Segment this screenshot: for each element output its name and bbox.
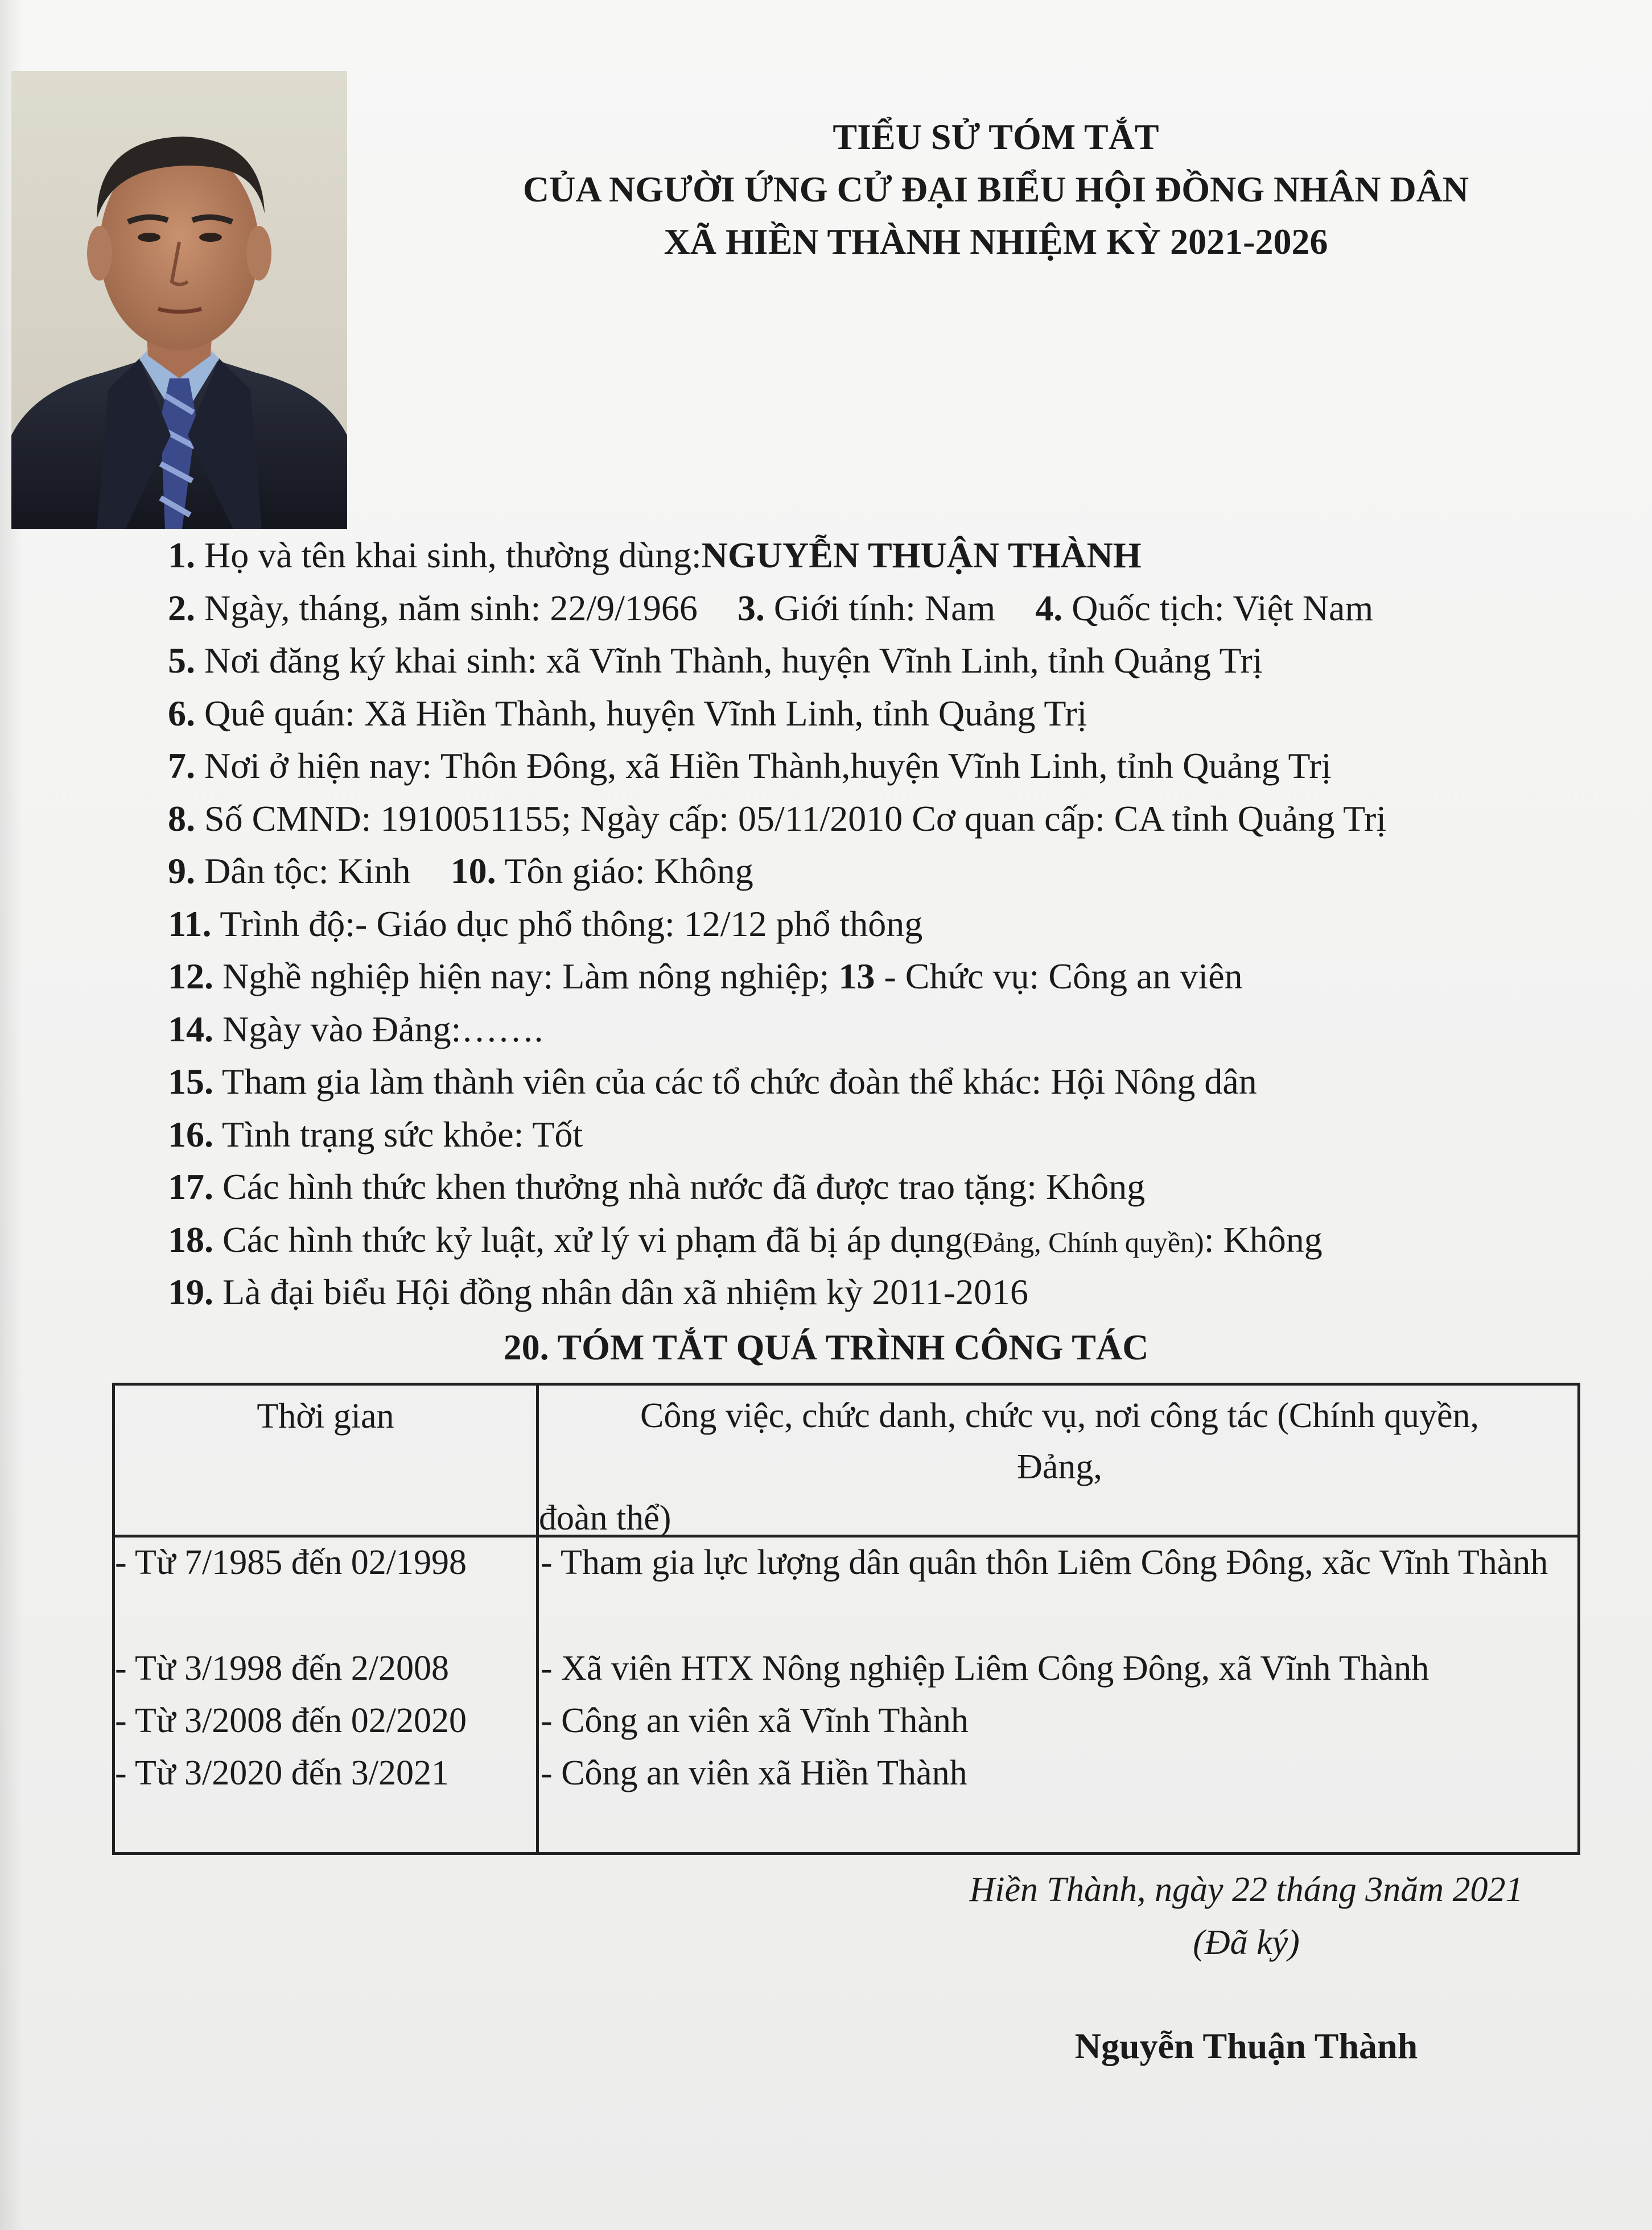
religion: Tôn giáo: Không — [504, 851, 753, 891]
item-16 — [168, 1108, 1625, 1161]
item-11 — [168, 898, 1625, 951]
ethnicity: Dân tộc: Kinh — [204, 851, 411, 891]
item-number: 11. — [168, 903, 212, 944]
row-work: - Xã viên HTX Nông nghiệp Liêm Công Đông, xã Vĩnh Thành — [541, 1649, 1429, 1688]
position: - Chức vụ: Công an viên — [875, 956, 1243, 996]
work-history-title: 20. TÓM TẮT QUÁ TRÌNH CÔNG TÁC — [503, 1327, 1149, 1367]
item-number: 16. — [168, 1114, 213, 1155]
organization-membership: Tham gia làm thành viên của các tổ chức đoàn thể khác: Hội Nông dân — [221, 1061, 1257, 1102]
state-awards: Các hình thức khen thưởng nhà nước đã được trao tặng: Không — [223, 1166, 1146, 1207]
item-number: 15. — [168, 1061, 213, 1102]
document-title — [353, 111, 1639, 268]
item-8 — [168, 793, 1625, 846]
header-work-line-2: Đảng, — [1017, 1448, 1102, 1486]
item-2-3-4 — [168, 582, 1625, 635]
item-14 — [168, 1003, 1625, 1056]
signature-signed-note: (Đã ký) — [1193, 1923, 1300, 1962]
table-header-time: Thời gian — [257, 1397, 394, 1436]
item-number: 7. — [168, 745, 195, 786]
item-number: 18. — [168, 1219, 213, 1260]
birth-registration-place: Nơi đăng ký khai sinh: xã Vĩnh Thành, huyện Vĩnh Linh, tỉnh Quảng Trị — [204, 640, 1263, 681]
portrait-photo — [11, 71, 347, 529]
party-join-date: Ngày vào Đảng:……. — [223, 1008, 543, 1049]
biography-items — [168, 529, 1625, 1319]
item-number: 12. — [168, 956, 213, 996]
nationality: Quốc tịch: Việt Nam — [1072, 587, 1374, 628]
item-number: 3. — [737, 587, 765, 628]
item-number: 1. — [168, 535, 195, 575]
row-work: - Tham gia lực lượng dân quân thôn Liêm Công Đông, xãc Vĩnh Thành — [541, 1543, 1548, 1582]
hometown: Quê quán: Xã Hiền Thành, huyện Vĩnh Linh, tỉnh Quảng Trị — [204, 693, 1087, 733]
item-number: 10. — [450, 851, 496, 891]
header-work-line-3: đoàn thể) — [539, 1499, 671, 1537]
item-number: 6. — [168, 693, 195, 733]
item-12-13 — [168, 950, 1625, 1003]
row-time: - Từ 3/1998 đến 2/2008 — [115, 1649, 449, 1688]
title-line-2: CỦA NGƯỜI ỨNG CỬ ĐẠI BIỂU HỘI ĐỒNG NHÂN DÂN — [522, 169, 1469, 209]
row-work: - Công an viên xã Hiền Thành — [541, 1754, 967, 1792]
item-number: 8. — [168, 798, 195, 839]
item-7 — [168, 740, 1625, 793]
work-history-table — [112, 1383, 1580, 1855]
portrait-illustration — [11, 71, 347, 529]
row-time: - Từ 7/1985 đến 02/1998 — [115, 1543, 467, 1582]
item-17 — [168, 1161, 1625, 1214]
id-card-info: Số CMND: 1910051155; Ngày cấp: 05/11/2010 Cơ quan cấp: CA tỉnh Quảng Trị — [204, 798, 1387, 839]
gender: Giới tính: Nam — [773, 587, 996, 628]
education-level: Trình độ:- Giáo dục phổ thông: 12/12 phổ thông — [220, 903, 923, 944]
item-number: 13 — [838, 956, 875, 996]
signature-place-date: Hiền Thành, ngày 22 tháng 3năm 2021 — [969, 1870, 1523, 1909]
birth-date: Ngày, tháng, năm sinh: 22/9/1966 — [204, 587, 698, 628]
item-number: 4. — [1035, 587, 1063, 628]
previous-delegate-term: Là đại biểu Hội đồng nhân dân xã nhiệm kỳ 2011-2016 — [223, 1272, 1028, 1312]
item-number: 2. — [168, 587, 195, 628]
title-line-3: XÃ HIỀN THÀNH NHIỆM KỲ 2021-2026 — [664, 221, 1328, 262]
occupation: Nghề nghiệp hiện nay: Làm nông nghiệp; — [223, 956, 830, 996]
item-6 — [168, 687, 1625, 740]
item-19 — [168, 1266, 1625, 1319]
item-number: 17. — [168, 1166, 213, 1207]
title-line-1: TIỂU SỬ TÓM TẮT — [833, 117, 1159, 157]
current-residence: Nơi ở hiện nay: Thôn Đông, xã Hiền Thành,huyện Vĩnh Linh, tỉnh Quảng Trị — [204, 745, 1332, 786]
item-5 — [168, 634, 1625, 687]
item-9-10 — [168, 845, 1625, 898]
item-label: Họ và tên khai sinh, thường dùng: — [204, 535, 702, 575]
item-number: 9. — [168, 851, 195, 891]
row-work: - Công an viên xã Vĩnh Thành — [541, 1701, 969, 1740]
item-number: 19. — [168, 1272, 213, 1312]
disciplinary-scope: (Đảng, Chính quyền) — [963, 1226, 1204, 1258]
item-number: 14. — [168, 1008, 213, 1049]
row-time: - Từ 3/2008 đến 02/2020 — [115, 1701, 467, 1740]
full-name-value: NGUYỄN THUẬN THÀNH — [701, 535, 1142, 575]
item-1 — [168, 529, 1625, 582]
table-header-work — [539, 1386, 1580, 1535]
health-status: Tình trạng sức khỏe: Tốt — [221, 1114, 583, 1155]
item-number: 5. — [168, 640, 195, 681]
header-work-line-1: Công việc, chức danh, chức vụ, nơi công tác (Chính quyền, — [640, 1396, 1479, 1435]
signatory-name: Nguyễn Thuận Thành — [1074, 2026, 1418, 2066]
disciplinary-actions: Các hình thức kỷ luật, xử lý vi phạm đã bị áp dụng — [223, 1219, 963, 1260]
row-time: - Từ 3/2020 đến 3/2021 — [115, 1754, 449, 1792]
item-15 — [168, 1056, 1625, 1108]
item-18 — [168, 1214, 1625, 1267]
disciplinary-value: : Không — [1204, 1219, 1323, 1260]
